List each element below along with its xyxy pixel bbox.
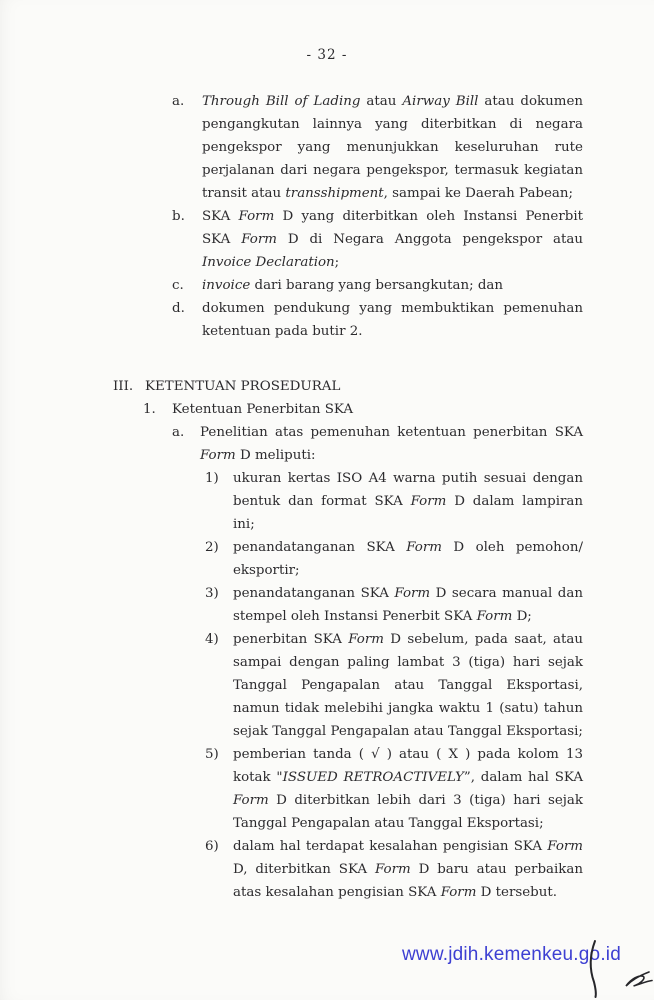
list-item-text: Penelitian atas pemenuhan ketentuan penerbitan SKA Form D meliputi: [200,425,583,463]
list-item-text: dokumen pendukung yang membuktikan pemenuhan ketentuan pada butir 2. [202,301,583,339]
list-item-text: invoice dari barang yang bersangkutan; dan [202,278,504,293]
list-marker: 1. [143,402,156,417]
list-item-text: pemberian tanda ( √ ) atau ( X ) pada kolom 13 kotak "ISSUED RETROACTIVELY”, dalam hal SKA Form D diterbitkan lebih dari 3 (tiga) hari sejak Tanggal Pengapalan atau Tanggal Eksportasi; [233,747,583,831]
subsection-1a [172,421,583,467]
list-marker: a. [172,425,185,440]
section-numeral: III. [113,379,134,394]
list-item-text: SKA Form D yang diterbitkan oleh Instansi Penerbit SKA Form D di Negara Anggota pengekspor atau Invoice Declaration; [202,209,584,270]
list-item-text: Through Bill of Lading atau Airway Bill atau dokumen pengangkutan lainnya yang diterbitkan di negara pengekspor yang menunjukkan keseluruhan rute perjalanan dari negara pengekspor, termasuk kegiatan transit atau transshipment, sampai ke Daerah Pabean; [202,94,583,201]
list-item-text: penerbitan SKA Form D sebelum, pada saat, atau sampai dengan paling lambat 3 (tiga) hari sejak Tanggal Pengapalan atau Tanggal Eksportasi, namun tidak melebihi jangka waktu 1 (satu) tahun sejak Tanggal Pengapalan atau Tanggal Eksportasi; [233,632,583,739]
list-marker: 4) [205,632,219,647]
list-marker: c. [172,278,184,293]
numbered-item-3 [205,582,583,628]
list-item-text: dalam hal terdapat kesalahan pengisian SKA Form D, diterbitkan SKA Form D baru atau perbaikan atas kesalahan pengisian SKA Form D tersebut. [233,839,583,900]
numbered-item-4 [205,628,583,743]
pen-stroke-squiggle [626,972,652,986]
list-marker: 6) [205,839,219,854]
list-item-d [172,297,583,343]
subsection-1 [143,398,583,421]
list-marker: a. [172,94,185,109]
document-body [0,90,654,904]
list-marker: 3) [205,586,219,601]
subsection-title: Ketentuan Penerbitan SKA [172,402,354,417]
list-item-text: ukuran kertas ISO A4 warna putih sesuai dengan bentuk dan format SKA Form D dalam lampiran ini; [233,471,583,532]
numbered-item-2 [205,536,583,582]
list-marker: b. [172,209,185,224]
list-item-c [172,274,583,297]
list-marker: 1) [205,471,219,486]
list-marker: 5) [205,747,219,762]
list-item-a [172,90,583,205]
list-marker: 2) [205,540,219,555]
list-item-b [172,205,583,274]
numbered-item-1 [205,467,583,536]
section-heading [113,375,583,398]
numbered-item-6 [205,835,583,904]
section-title: KETENTUAN PROSEDURAL [145,379,341,394]
numbered-item-5 [205,743,583,835]
list-item-text: penandatanganan SKA Form D oleh pemohon/ eksportir; [233,540,583,578]
page-number: - 32 - [306,47,348,63]
jdih-footer-link[interactable]: www.jdih.kemenkeu.go.id [402,944,621,965]
list-item-text: penandatanganan SKA Form D secara manual dan stempel oleh Instansi Penerbit SKA Form D; [233,586,583,624]
list-marker: d. [172,301,185,316]
